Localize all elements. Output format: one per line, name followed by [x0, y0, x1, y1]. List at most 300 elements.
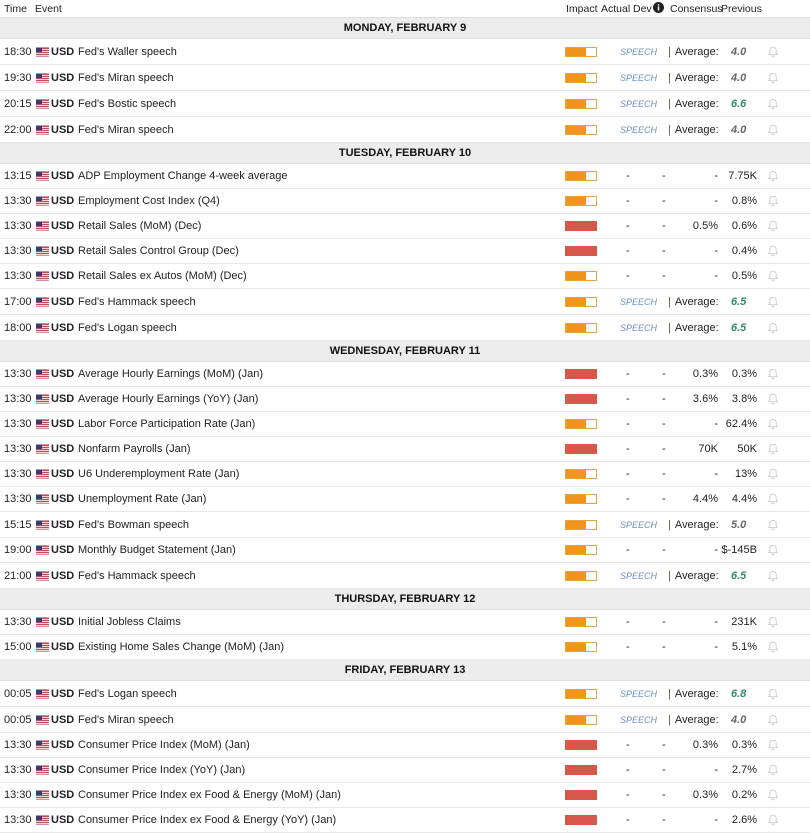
- event-time: 13:15: [4, 170, 32, 182]
- impact-indicator: [565, 221, 597, 231]
- table-row[interactable]: [0, 239, 810, 264]
- consensus-value: 0.3%: [692, 368, 718, 380]
- impact-indicator: [565, 99, 597, 109]
- table-row[interactable]: [0, 681, 810, 707]
- table-row[interactable]: [0, 487, 810, 512]
- impact-fill: [566, 521, 586, 529]
- bell-icon[interactable]: [767, 170, 779, 182]
- event-name[interactable]: Fed's Hammack speech: [78, 295, 196, 308]
- bell-icon[interactable]: [767, 688, 779, 700]
- impact-fill: [566, 247, 596, 255]
- impact-fill: [566, 716, 586, 724]
- average-label: Average:: [674, 45, 719, 58]
- actual-value: -: [626, 814, 630, 826]
- col-previous[interactable]: Previous: [721, 3, 762, 15]
- bell-icon[interactable]: [767, 98, 779, 110]
- us-flag-icon: [36, 520, 49, 529]
- consensus-value: 4.4%: [692, 493, 718, 505]
- impact-fill: [566, 395, 596, 403]
- deviation-value: -: [662, 195, 666, 207]
- speech-label: SPEECH: [620, 519, 658, 530]
- table-row[interactable]: [0, 610, 810, 635]
- previous-value: 0.3%: [731, 739, 757, 751]
- impact-indicator: [565, 271, 597, 281]
- average-label: Average:: [674, 518, 719, 531]
- speech-label: SPEECH: [620, 570, 658, 581]
- event-name[interactable]: Unemployment Rate (Jan): [78, 493, 207, 505]
- consensus-average: [668, 714, 719, 726]
- event-time: 13:30: [4, 418, 32, 430]
- deviation-value: -: [662, 468, 666, 480]
- previous-value: 0.4%: [731, 245, 757, 257]
- day-header: MONDAY, FEBRUARY 9: [0, 18, 810, 39]
- impact-fill: [566, 48, 586, 56]
- impact-indicator: [565, 47, 597, 57]
- deviation-value: -: [662, 739, 666, 751]
- deviation-value: -: [662, 270, 666, 282]
- divider: |: [668, 71, 671, 84]
- currency-label: USD: [51, 245, 75, 257]
- currency-label: USD: [51, 518, 75, 531]
- speech-label: SPEECH: [620, 688, 658, 699]
- divider: |: [668, 518, 671, 531]
- deviation-value: -: [662, 393, 666, 405]
- impact-fill: [566, 470, 586, 478]
- impact-fill: [566, 690, 586, 698]
- previous-value: 4.0: [731, 45, 747, 58]
- event-name[interactable]: Employment Cost Index (Q4): [78, 195, 220, 207]
- bell-icon[interactable]: [767, 368, 779, 380]
- event-time: 13:30: [4, 739, 32, 751]
- consensus-value: 0.3%: [692, 789, 718, 801]
- impact-fill: [566, 445, 596, 453]
- col-consensus[interactable]: Consensus: [670, 3, 723, 15]
- table-row[interactable]: [0, 289, 810, 315]
- impact-fill: [566, 546, 586, 554]
- table-row[interactable]: [0, 437, 810, 462]
- actual-value: -: [626, 195, 630, 207]
- us-flag-icon: [36, 470, 49, 479]
- impact-indicator: [565, 545, 597, 555]
- previous-value: 4.0: [731, 123, 747, 136]
- currency-label: USD: [51, 468, 75, 480]
- event-time: 19:00: [4, 544, 32, 556]
- event-name[interactable]: Fed's Miran speech: [78, 713, 174, 726]
- event-time: 17:00: [4, 295, 32, 308]
- currency-label: USD: [51, 71, 75, 84]
- us-flag-icon: [36, 323, 49, 332]
- divider: |: [668, 713, 671, 726]
- previous-value: 62.4%: [725, 418, 757, 430]
- currency-label: USD: [51, 814, 75, 826]
- col-impact[interactable]: Impact: [566, 3, 598, 15]
- impact-fill: [566, 816, 596, 824]
- currency-label: USD: [51, 641, 75, 653]
- currency-label: USD: [51, 270, 75, 282]
- speech-label: SPEECH: [620, 322, 658, 333]
- event-name[interactable]: Monthly Budget Statement (Jan): [78, 544, 236, 556]
- bell-icon[interactable]: [767, 789, 779, 801]
- event-name[interactable]: Consumer Price Index (YoY) (Jan): [78, 764, 246, 776]
- previous-value: 0.8%: [731, 195, 757, 207]
- event-time: 13:30: [4, 368, 32, 380]
- impact-indicator: [565, 297, 597, 307]
- currency-label: USD: [51, 713, 75, 726]
- table-row[interactable]: [0, 758, 810, 783]
- previous-value: 6.5: [731, 321, 747, 334]
- average-label: Average:: [674, 569, 719, 582]
- table-row[interactable]: [0, 412, 810, 437]
- impact-fill: [566, 791, 596, 799]
- currency-label: USD: [51, 739, 75, 751]
- impact-indicator: [565, 494, 597, 504]
- consensus-value: -: [714, 245, 718, 257]
- consensus-value: -: [714, 616, 718, 628]
- event-time: 13:30: [4, 764, 32, 776]
- event-name[interactable]: Nonfarm Payrolls (Jan): [78, 443, 191, 455]
- actual-value: -: [626, 220, 630, 232]
- event-name[interactable]: Fed's Miran speech: [78, 71, 174, 84]
- bell-icon[interactable]: [767, 468, 779, 480]
- deviation-value: -: [662, 616, 666, 628]
- deviation-value: -: [662, 170, 666, 182]
- event-time: 15:00: [4, 641, 32, 653]
- event-time: 18:30: [4, 45, 32, 58]
- table-row[interactable]: [0, 264, 810, 289]
- actual-value: -: [626, 368, 630, 380]
- table-row[interactable]: [0, 214, 810, 239]
- event-time: 19:30: [4, 71, 32, 84]
- consensus-value: -: [714, 418, 718, 430]
- bell-icon[interactable]: [767, 544, 779, 556]
- previous-value: 6.8: [731, 687, 747, 700]
- event-name[interactable]: Average Hourly Earnings (MoM) (Jan): [78, 368, 264, 380]
- impact-indicator: [565, 246, 597, 256]
- average-label: Average:: [674, 713, 719, 726]
- us-flag-icon: [36, 99, 49, 108]
- event-name[interactable]: ADP Employment Change 4-week average: [78, 170, 288, 182]
- impact-fill: [566, 172, 586, 180]
- bell-icon[interactable]: [767, 322, 779, 334]
- previous-value: 231K: [731, 616, 757, 628]
- consensus-average: [668, 98, 719, 110]
- consensus-average: [668, 570, 719, 582]
- speech-label: SPEECH: [620, 46, 658, 57]
- previous-value: 5.1%: [731, 641, 757, 653]
- table-row[interactable]: [0, 315, 810, 341]
- bell-icon[interactable]: [767, 764, 779, 776]
- average-label: Average:: [674, 321, 719, 334]
- average-label: Average:: [674, 97, 719, 110]
- currency-label: USD: [51, 569, 75, 582]
- actual-value: -: [626, 418, 630, 430]
- bell-icon[interactable]: [767, 72, 779, 84]
- consensus-value: 0.3%: [692, 739, 718, 751]
- event-time: 22:00: [4, 123, 32, 136]
- actual-value: -: [626, 544, 630, 556]
- event-time: 13:30: [4, 493, 32, 505]
- us-flag-icon: [36, 370, 49, 379]
- event-time: 13:30: [4, 468, 32, 480]
- bell-icon[interactable]: [767, 570, 779, 582]
- table-row[interactable]: [0, 563, 810, 589]
- col-dev[interactable]: Dev: [633, 3, 652, 15]
- table-row[interactable]: [0, 808, 810, 833]
- bell-icon[interactable]: [767, 296, 779, 308]
- table-row[interactable]: [0, 117, 810, 143]
- bell-icon[interactable]: [767, 124, 779, 136]
- average-label: Average:: [674, 295, 719, 308]
- average-label: Average:: [674, 123, 719, 136]
- average-label: Average:: [674, 687, 719, 700]
- bell-icon[interactable]: [767, 418, 779, 430]
- event-name[interactable]: Retail Sales Control Group (Dec): [78, 245, 239, 257]
- event-name[interactable]: Fed's Bostic speech: [78, 97, 177, 110]
- actual-value: -: [626, 764, 630, 776]
- impact-fill: [566, 298, 586, 306]
- bell-icon[interactable]: [767, 270, 779, 282]
- event-name[interactable]: Retail Sales ex Autos (MoM) (Dec): [78, 270, 247, 282]
- bell-icon[interactable]: [767, 220, 779, 232]
- deviation-value: -: [662, 764, 666, 776]
- impact-fill: [566, 100, 586, 108]
- event-time: 13:30: [4, 616, 32, 628]
- table-row[interactable]: [0, 189, 810, 214]
- previous-value: 0.6%: [731, 220, 757, 232]
- currency-label: USD: [51, 368, 75, 380]
- impact-indicator: [565, 765, 597, 775]
- bell-icon[interactable]: [767, 245, 779, 257]
- event-time: 13:30: [4, 443, 32, 455]
- event-name[interactable]: Fed's Logan speech: [78, 687, 177, 700]
- table-row[interactable]: [0, 783, 810, 808]
- us-flag-icon: [36, 395, 49, 404]
- consensus-value: -: [714, 544, 718, 556]
- divider: |: [668, 321, 671, 334]
- event-name[interactable]: Consumer Price Index ex Food & Energy (YoY) (Jan): [78, 814, 337, 826]
- impact-indicator: [565, 689, 597, 699]
- impact-indicator: [565, 520, 597, 530]
- us-flag-icon: [36, 125, 49, 134]
- info-icon[interactable]: [653, 2, 664, 16]
- previous-value: 6.5: [731, 295, 747, 308]
- previous-value: 2.7%: [731, 764, 757, 776]
- bell-icon[interactable]: [767, 493, 779, 505]
- table-row[interactable]: [0, 39, 810, 65]
- consensus-value: -: [714, 814, 718, 826]
- currency-label: USD: [51, 393, 75, 405]
- speech-label: SPEECH: [620, 296, 658, 307]
- consensus-value: -: [714, 195, 718, 207]
- table-row[interactable]: [0, 362, 810, 387]
- bell-icon[interactable]: [767, 519, 779, 531]
- us-flag-icon: [36, 571, 49, 580]
- consensus-average: [668, 322, 719, 334]
- consensus-average: [668, 688, 719, 700]
- table-row[interactable]: [0, 635, 810, 660]
- bell-icon[interactable]: [767, 714, 779, 726]
- event-time: 13:30: [4, 245, 32, 257]
- us-flag-icon: [36, 689, 49, 698]
- us-flag-icon: [36, 247, 49, 256]
- bell-icon[interactable]: [767, 393, 779, 405]
- col-time[interactable]: Time: [4, 3, 27, 15]
- impact-indicator: [565, 790, 597, 800]
- currency-label: USD: [51, 687, 75, 700]
- consensus-value: 70K: [698, 443, 718, 455]
- previous-value: 6.5: [731, 569, 747, 582]
- event-name[interactable]: Fed's Miran speech: [78, 123, 174, 136]
- event-time: 15:15: [4, 518, 32, 531]
- calendar-table: [0, 18, 810, 833]
- currency-label: USD: [51, 195, 75, 207]
- divider: |: [668, 687, 671, 700]
- previous-value: 3.8%: [731, 393, 757, 405]
- table-row[interactable]: [0, 164, 810, 189]
- table-row[interactable]: [0, 91, 810, 117]
- deviation-value: -: [662, 443, 666, 455]
- bell-icon[interactable]: [767, 641, 779, 653]
- event-name[interactable]: Labor Force Participation Rate (Jan): [78, 418, 256, 430]
- event-name[interactable]: U6 Underemployment Rate (Jan): [78, 468, 240, 480]
- event-name[interactable]: Retail Sales (MoM) (Dec): [78, 220, 202, 232]
- us-flag-icon: [36, 172, 49, 181]
- impact-fill: [566, 324, 586, 332]
- us-flag-icon: [36, 222, 49, 231]
- speech-label: SPEECH: [620, 98, 658, 109]
- table-row[interactable]: [0, 65, 810, 91]
- impact-indicator: [565, 171, 597, 181]
- actual-value: -: [626, 616, 630, 628]
- day-header: TUESDAY, FEBRUARY 10: [0, 143, 810, 164]
- deviation-value: -: [662, 814, 666, 826]
- actual-value: -: [626, 270, 630, 282]
- us-flag-icon: [36, 618, 49, 627]
- event-time: 13:30: [4, 393, 32, 405]
- divider: |: [668, 295, 671, 308]
- event-name[interactable]: Fed's Bowman speech: [78, 518, 189, 531]
- divider: |: [668, 97, 671, 110]
- event-name[interactable]: Fed's Hammack speech: [78, 569, 196, 582]
- previous-value: 4.4%: [731, 493, 757, 505]
- currency-label: USD: [51, 170, 75, 182]
- divider: |: [668, 569, 671, 582]
- event-name[interactable]: Fed's Logan speech: [78, 321, 177, 334]
- impact-fill: [566, 126, 586, 134]
- impact-fill: [566, 222, 596, 230]
- event-time: 13:30: [4, 814, 32, 826]
- currency-label: USD: [51, 443, 75, 455]
- table-row[interactable]: [0, 387, 810, 412]
- speech-label: SPEECH: [620, 72, 658, 83]
- consensus-average: [668, 124, 719, 136]
- us-flag-icon: [36, 445, 49, 454]
- bell-icon[interactable]: [767, 814, 779, 826]
- divider: |: [668, 123, 671, 136]
- impact-indicator: [565, 394, 597, 404]
- table-row[interactable]: [0, 462, 810, 487]
- table-row[interactable]: [0, 538, 810, 563]
- impact-fill: [566, 197, 586, 205]
- impact-indicator: [565, 196, 597, 206]
- currency-label: USD: [51, 493, 75, 505]
- deviation-value: -: [662, 493, 666, 505]
- impact-indicator: [565, 369, 597, 379]
- event-name[interactable]: Consumer Price Index ex Food & Energy (MoM) (Jan): [78, 789, 341, 801]
- impact-fill: [566, 272, 586, 280]
- consensus-value: -: [714, 468, 718, 480]
- impact-fill: [566, 572, 586, 580]
- impact-indicator: [565, 419, 597, 429]
- currency-label: USD: [51, 321, 75, 334]
- consensus-value: -: [714, 270, 718, 282]
- event-name[interactable]: Existing Home Sales Change (MoM) (Jan): [78, 641, 285, 653]
- consensus-average: [668, 46, 719, 58]
- col-event[interactable]: Event: [35, 3, 62, 15]
- event-time: 20:15: [4, 97, 32, 110]
- deviation-value: -: [662, 789, 666, 801]
- col-actual[interactable]: Actual: [601, 3, 631, 15]
- bell-icon[interactable]: [767, 739, 779, 751]
- event-name[interactable]: Consumer Price Index (MoM) (Jan): [78, 739, 250, 751]
- table-row[interactable]: [0, 733, 810, 758]
- impact-indicator: [565, 469, 597, 479]
- impact-fill: [566, 766, 596, 774]
- table-row[interactable]: [0, 512, 810, 538]
- consensus-average: [668, 72, 719, 84]
- actual-value: -: [626, 170, 630, 182]
- impact-indicator: [565, 444, 597, 454]
- event-name[interactable]: Initial Jobless Claims: [78, 616, 181, 628]
- consensus-value: 0.5%: [692, 220, 718, 232]
- impact-fill: [566, 495, 586, 503]
- currency-label: USD: [51, 45, 75, 58]
- event-time: 18:00: [4, 321, 32, 334]
- currency-label: USD: [51, 418, 75, 430]
- us-flag-icon: [36, 715, 49, 724]
- previous-value: 13%: [734, 468, 757, 480]
- impact-indicator: [565, 125, 597, 135]
- event-time: 13:30: [4, 789, 32, 801]
- impact-fill: [566, 74, 586, 82]
- consensus-value: -: [714, 641, 718, 653]
- impact-indicator: [565, 740, 597, 750]
- event-time: 00:05: [4, 687, 32, 700]
- currency-label: USD: [51, 220, 75, 232]
- us-flag-icon: [36, 420, 49, 429]
- us-flag-icon: [36, 766, 49, 775]
- bell-icon[interactable]: [767, 46, 779, 58]
- actual-value: -: [626, 789, 630, 801]
- bell-icon[interactable]: [767, 443, 779, 455]
- impact-fill: [566, 420, 586, 428]
- bell-icon[interactable]: [767, 616, 779, 628]
- previous-value: 5.0: [731, 518, 747, 531]
- impact-fill: [566, 370, 596, 378]
- impact-indicator: [565, 617, 597, 627]
- deviation-value: -: [662, 418, 666, 430]
- bell-icon[interactable]: [767, 195, 779, 207]
- event-name[interactable]: Fed's Waller speech: [78, 45, 177, 58]
- event-name[interactable]: Average Hourly Earnings (YoY) (Jan): [78, 393, 259, 405]
- previous-value: 0.3%: [731, 368, 757, 380]
- previous-value: 2.6%: [731, 814, 757, 826]
- day-header: FRIDAY, FEBRUARY 13: [0, 660, 810, 681]
- us-flag-icon: [36, 47, 49, 56]
- consensus-value: -: [714, 764, 718, 776]
- table-row[interactable]: [0, 707, 810, 733]
- impact-indicator: [565, 715, 597, 725]
